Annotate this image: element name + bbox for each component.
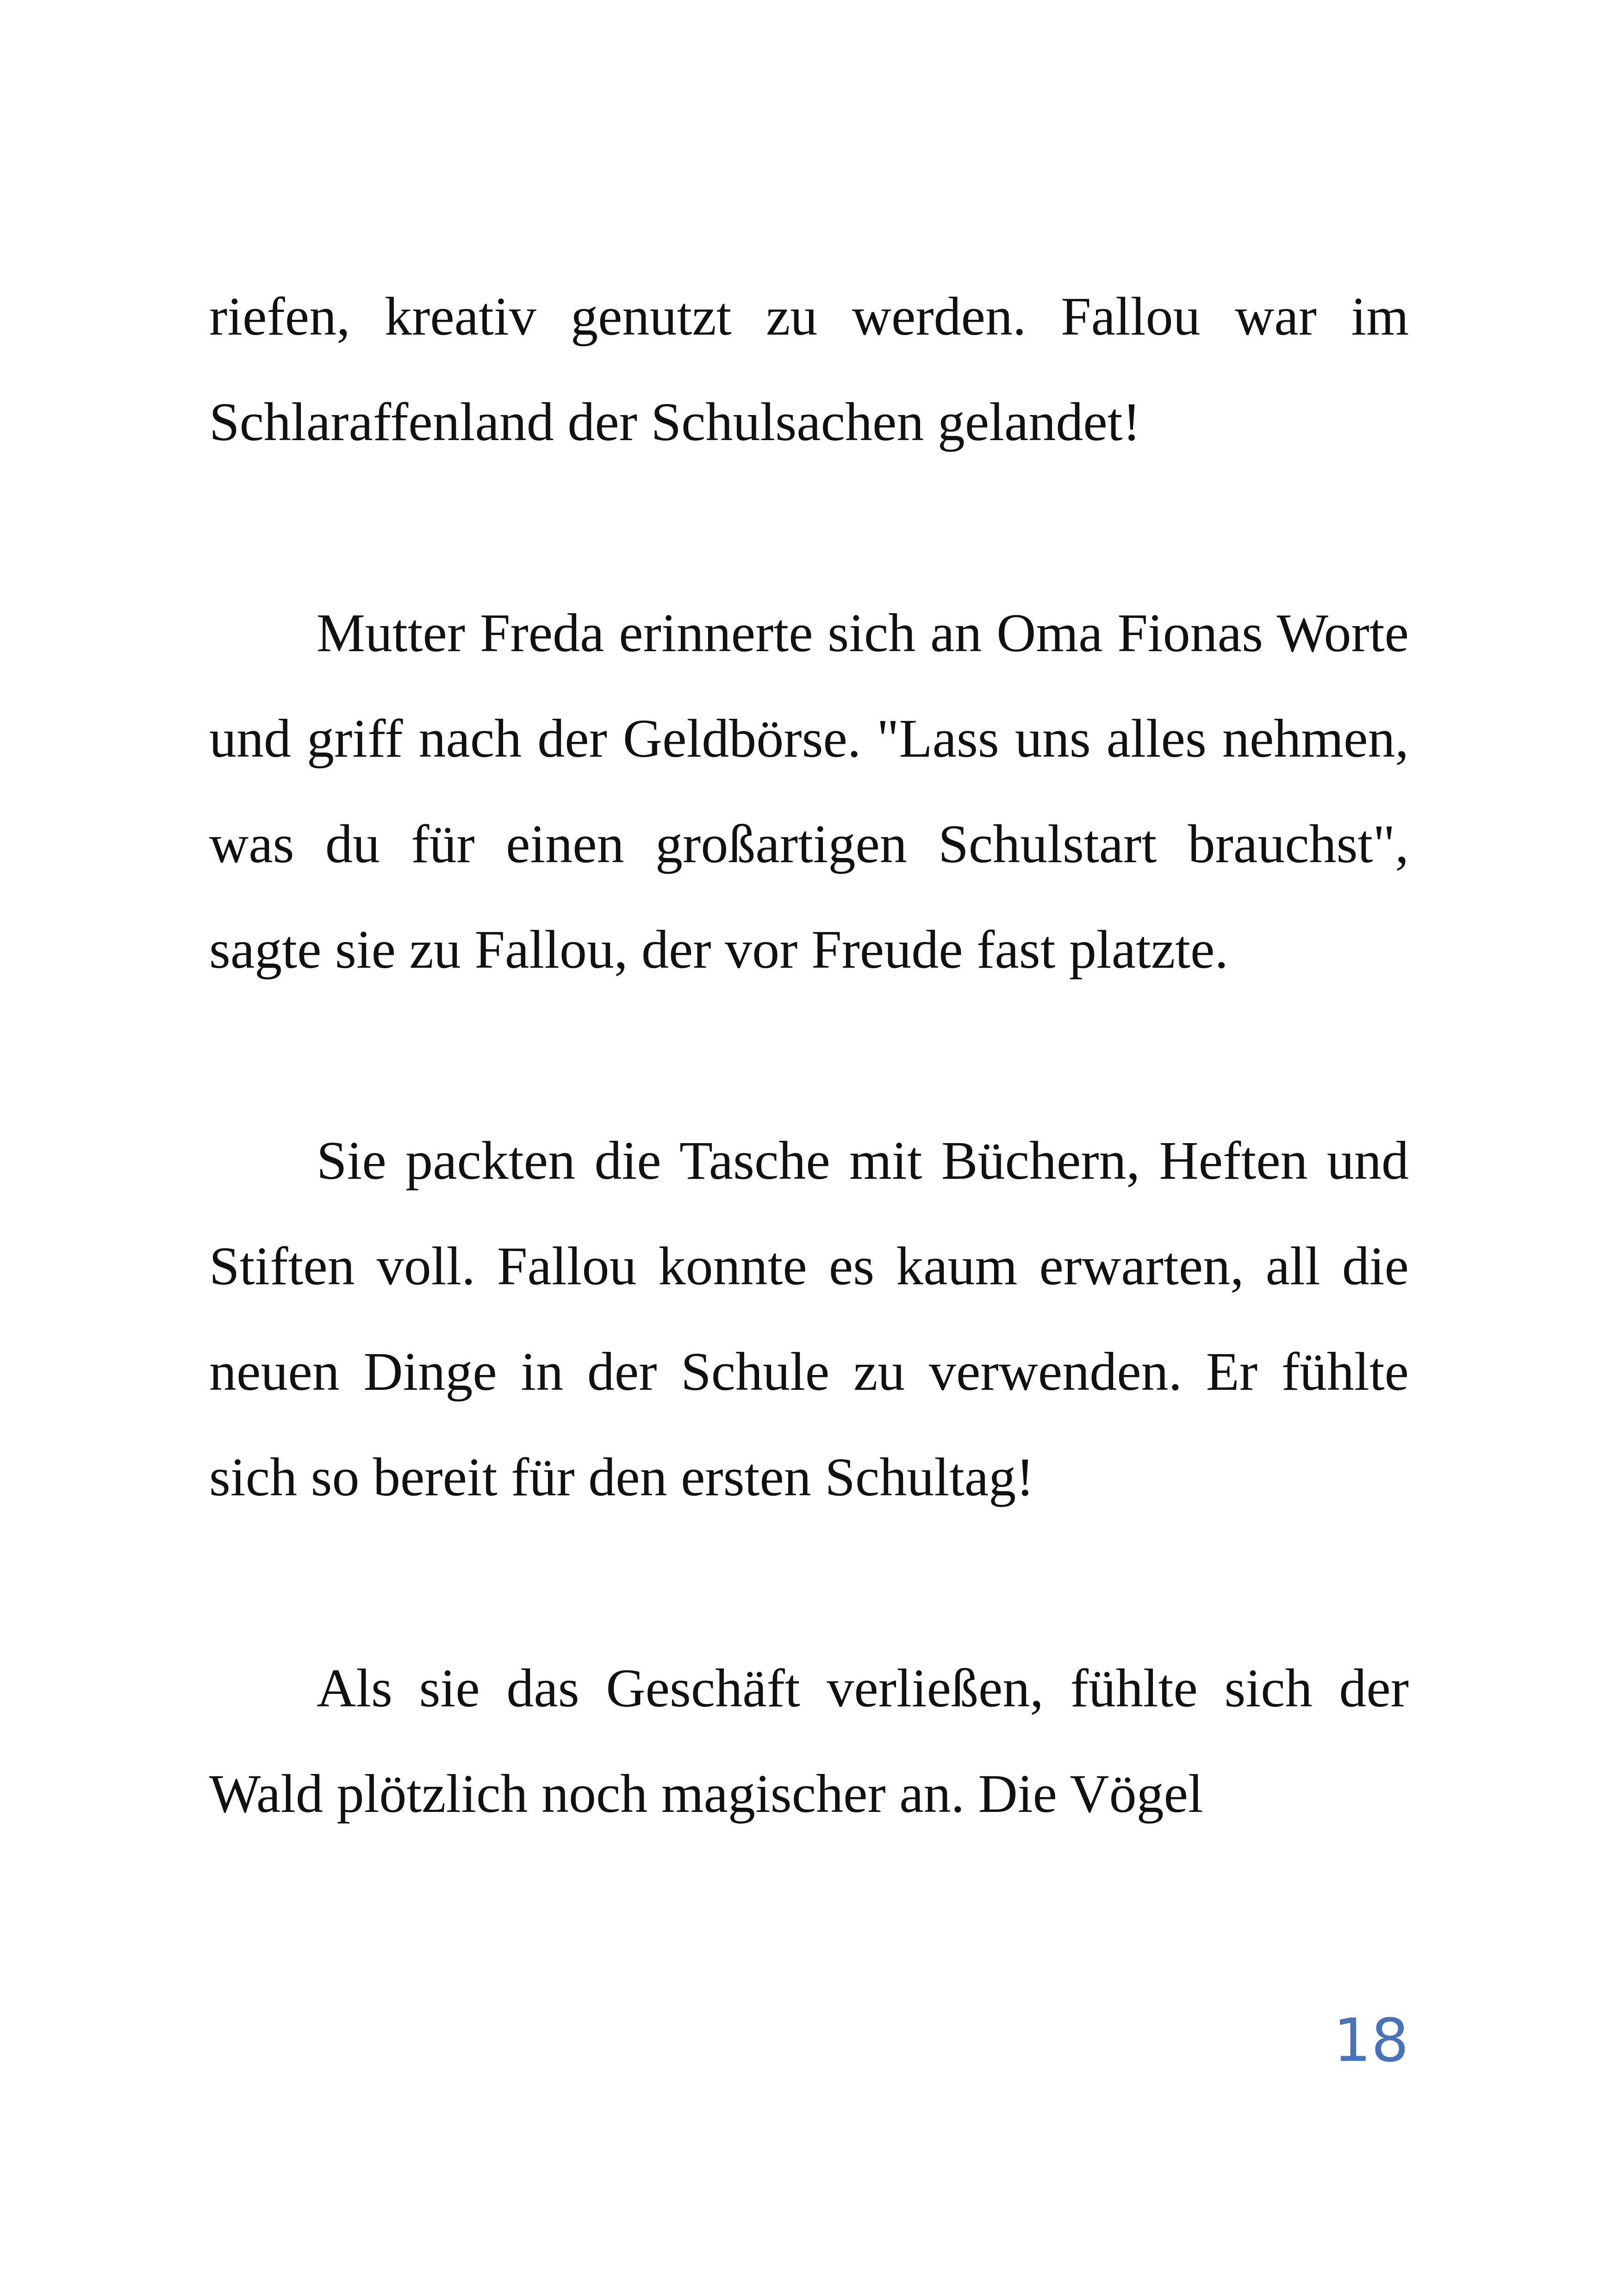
paragraph-2: Mutter Freda erinnerte sich an Oma Fionas Worte und griff nach der Geldbörse. "Lass uns alles nehmen, was du für einen großartigen Schulstart brauchst", sagte sie zu Fallou, der vor Freude fast platzte.	[209, 603, 1409, 980]
page-number: 18	[1333, 2006, 1409, 2075]
body-text	[209, 264, 1409, 1847]
paragraph-4: Als sie das Geschäft verließen, fühlte sich der Wald plötzlich noch magischer an. Die Vögel	[209, 1658, 1409, 1824]
paragraph-1: riefen, kreativ genutzt zu werden. Fallou war im Schlaraffenland der Schulsachen gelandet!	[209, 286, 1409, 452]
paragraph-3: Sie packten die Tasche mit Büchern, Heften und Stiften voll. Fallou konnte es kaum erwarten, all die neuen Dinge in der Schule zu verwenden. Er fühlte sich so bereit für den ersten Schultag!	[209, 1130, 1409, 1507]
